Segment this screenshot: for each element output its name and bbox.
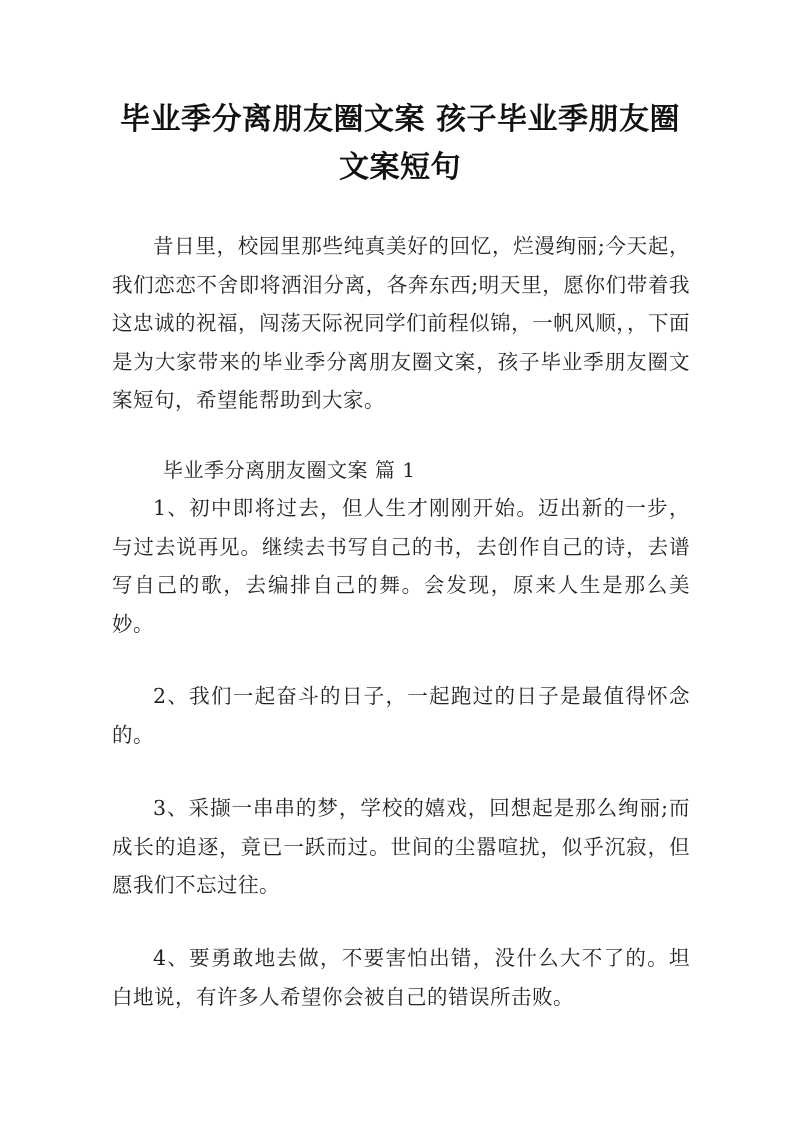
intro-paragraph: 昔日里，校园里那些纯真美好的回忆，烂漫绚丽;今天起，我们恋恋不舍即将洒泪分离，各奔东西;明天里，愿你们带着我这忠诚的祝福，闯荡天际祝同学们前程似锦，一帆风顺，，下面是为大家带来的毕业季分离朋友圈文案，孩子毕业季朋友圈文案短句，希望能帮助到大家。	[112, 234, 690, 412]
page-title: 毕业季分离朋友圈文案 孩子毕业季朋友圈文案短句	[120, 102, 680, 185]
list-item: 1、初中即将过去，但人生才刚刚开始。迈出新的一步，与过去说再见。继续去书写自己的书，去创作自己的诗，去谱写自己的歌，去编排自己的舞。会发现，原来人生是那么美妙。	[112, 496, 690, 636]
section-heading: 毕业季分离朋友圈文案 篇 1	[163, 458, 416, 482]
list-item: 4、要勇敢地去做，不要害怕出错，没什么大不了的。坦白地说，有许多人希望你会被自己的错误所击败。	[112, 946, 690, 1009]
list-item: 2、我们一起奋斗的日子，一起跑过的日子是最值得怀念的。	[112, 684, 690, 747]
list-item: 3、采撷一串串的梦，学校的嬉戏，回想起是那么绚丽;而成长的追逐，竟已一跃而过。世间的尘嚣喧扰，似乎沉寂，但愿我们不忘过往。	[112, 796, 690, 897]
